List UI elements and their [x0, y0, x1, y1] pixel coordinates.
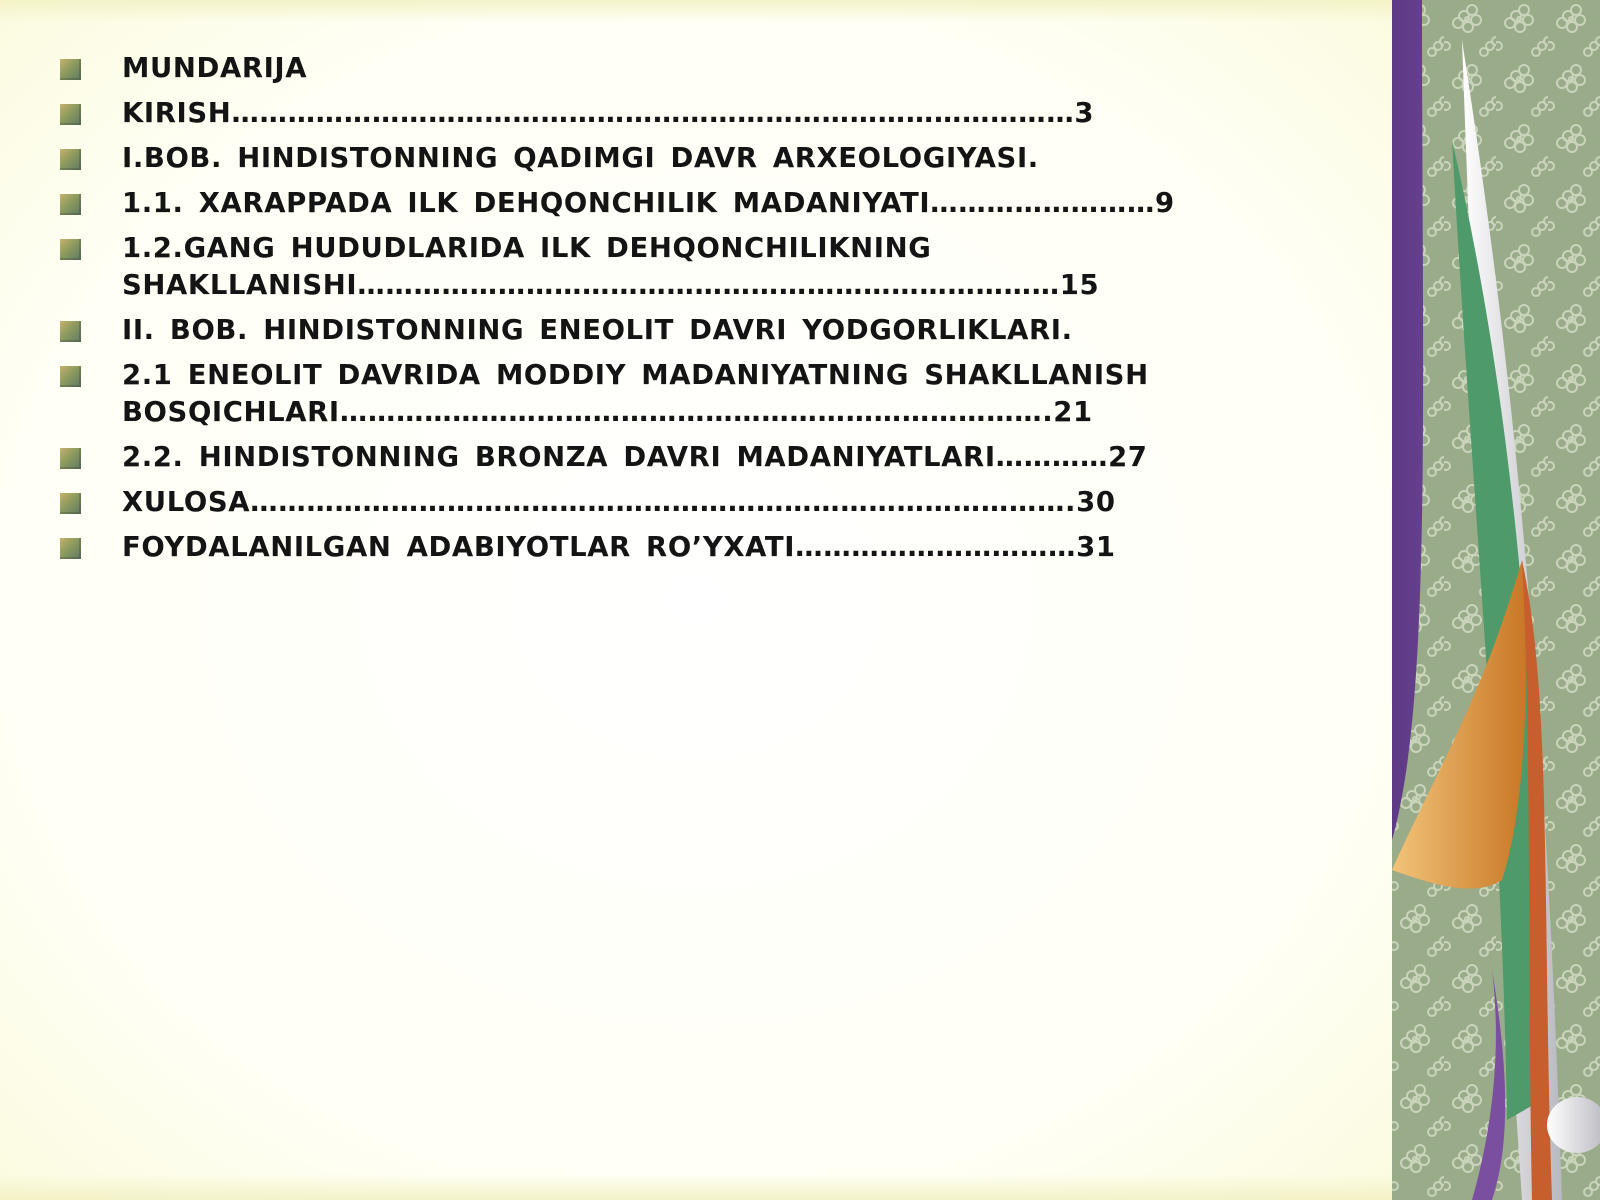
- square-bullet-icon: [60, 59, 81, 80]
- toc-item-text: 2.1 ENEOLIT DAVRIDA MODDIY MADANIYATNING SHAKLLANISH BOSQICHLARI………………………………………………………………….21: [122, 359, 1149, 428]
- square-bullet-icon: [60, 239, 81, 260]
- toc-item-text: II. BOB. HINDISTONNING ENEOLIT DAVRI YODGORLIKLARI.: [122, 314, 1073, 346]
- toc-item-text: 1.1. XARAPPADA ILK DEHQONCHILIK MADANIYATI……………………9: [122, 187, 1175, 219]
- square-bullet-icon: [60, 194, 81, 215]
- toc-item: [60, 529, 1340, 566]
- toc-heading: [60, 50, 1340, 87]
- toc-item: [60, 140, 1340, 177]
- square-bullet-icon: [60, 149, 81, 170]
- toc-item: [60, 312, 1340, 349]
- toc-item: [60, 484, 1340, 521]
- square-bullet-icon: [60, 104, 81, 125]
- toc-item: [60, 230, 1122, 304]
- toc-item-text: KIRISH………………………………………………………………………………3: [122, 97, 1095, 129]
- square-bullet-icon: [60, 321, 81, 342]
- toc-item-text: MUNDARIJA: [122, 52, 308, 84]
- toc-item: [60, 357, 1252, 431]
- toc-item-text: FOYDALANILGAN ADABIYOTLAR RO’YXATI…………………………31: [122, 531, 1116, 563]
- decorative-side-panel: [1392, 0, 1600, 1200]
- toc-item: [60, 185, 1340, 222]
- toc-item: [60, 439, 1340, 476]
- table-of-contents: [60, 50, 1340, 574]
- toc-item-text: 1.2.GANG HUDUDLARIDA ILK DEHQONCHILIKNING SHAKLLANISHI…………………………………………………………………15: [122, 232, 1100, 301]
- toc-item-text: XULOSA…………………………………………………………………………….30: [122, 486, 1116, 518]
- toc-item: [60, 95, 1340, 132]
- toc-item-text: I.BOB. HINDISTONNING QADIMGI DAVR ARXEOLOGIYASI.: [122, 142, 1039, 174]
- toc-item-text: 2.2. HINDISTONNING BRONZA DAVRI MADANIYATLARI…………27: [122, 441, 1148, 473]
- square-bullet-icon: [60, 366, 81, 387]
- square-bullet-icon: [60, 448, 81, 469]
- square-bullet-icon: [60, 538, 81, 559]
- square-bullet-icon: [60, 493, 81, 514]
